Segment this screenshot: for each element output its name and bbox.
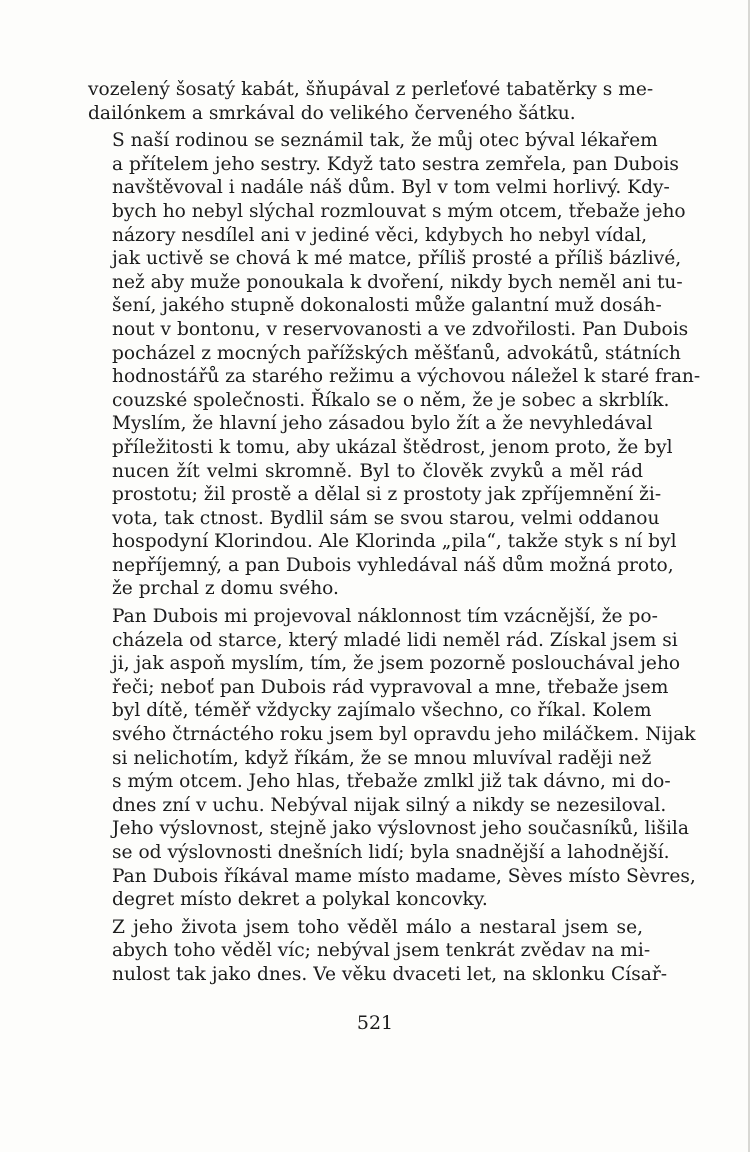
text-line: vota, tak ctnost. Bydlil sám se svou starou, velmi oddanou [112, 507, 660, 529]
text-line: nucen žít velmi skromně. Byl to člověk zvyků a měl rád [112, 460, 643, 482]
text-line: Pan Dubois říkával mame místo madame, Sèves místo Sèvres, [112, 865, 696, 887]
text-line: degret místo dekret a polykal koncovky. [112, 889, 488, 911]
text-line: hodnostářů za starého režimu a výchovou náležel k staré fran- [112, 366, 701, 388]
text-line: si nelichotím, když říkám, že se mnou mluvíval raději než [112, 747, 652, 769]
text-line: než aby muže ponoukala k dvoření, nikdy bych neměl ani tu- [112, 271, 683, 293]
text-line: hospodyní Klorindou. Ale Klorinda „pila“, takže styk s ní byl [112, 531, 677, 553]
text-line: abych toho věděl víc; nebýval jsem tenkrát zvědav na mi- [112, 940, 651, 962]
text-line: a přítelem jeho sestry. Když tato sestra zemřela, pan Dubois [112, 153, 679, 175]
text-line: nout v bontonu, v reservovanosti a ve zdvořilosti. Pan Dubois [112, 318, 689, 340]
page-number: 521 [356, 1012, 394, 1034]
paragraph [88, 78, 654, 125]
text-line: prostotu; žil prostě a dělal si z prostoty jak zpříjemnění ži- [112, 484, 662, 506]
paragraph [88, 129, 701, 601]
text-line: šení, jakého stupně dokonalosti může galantní muž dosáh- [112, 295, 662, 317]
text-line: pocházel z mocných pařížských měšťanů, advokátů, státních [112, 342, 681, 364]
text-line: Z jeho života jsem toho věděl málo a nestaral jsem se, [112, 916, 643, 938]
text-line: dnes zní v uchu. Nebýval nijak silný a nikdy se nezesiloval. [112, 794, 667, 816]
text-line: Jeho výslovnost, stejně jako výslovnost jeho současníků, lišila [112, 818, 689, 840]
text-line: S naší rodinou se seznámil tak, že můj otec býval lékařem [112, 130, 658, 152]
text-line: vozelený šosatý kabát, šňupával z perleťové tabatěrky s me- [88, 79, 654, 100]
text-line: příležitosti k tomu, aby ukázal štědrost, jenom proto, že byl [112, 436, 673, 458]
paragraph [88, 605, 696, 912]
text-line: ji, jak aspoň myslím, tím, že jsem pozorně poslouchával jeho [112, 653, 681, 675]
text-line: dailónkem a smrkával do velikého červeného šátku. [88, 102, 576, 124]
text-line: Pan Dubois mi projevoval náklonnost tím vzácnější, že po- [112, 606, 658, 628]
paragraph [88, 916, 668, 987]
text-line: řeči; neboť pan Dubois rád vypravoval a mne, třebaže jsem [112, 676, 669, 698]
body-text [88, 78, 701, 987]
text-line: názory nesdílel ani v jediné věci, kdybych ho nebyl vídal, [112, 224, 648, 246]
text-line: se od výslovnosti dnešních lidí; byla snadnější a lahodnější. [112, 842, 670, 863]
text-line: cházela od starce, který mladé lidi neměl rád. Získal jsem si [112, 629, 678, 651]
text-line: s mým otcem. Jeho hlas, třebaže zmlkl již tak dávno, mi do- [112, 771, 671, 793]
text-line: bych ho nebyl slýchal rozmlouvat s mým otcem, třebaže jeho [112, 200, 686, 222]
text-line: navštěvoval i nadále náš dům. Byl v tom velmi horlivý. Kdy- [112, 177, 670, 199]
text-line: Myslím, že hlavní jeho zásadou bylo žít a že nevyhledával [112, 413, 653, 435]
text-line: nulost tak jako dnes. Ve věku dvaceti let, na sklonku Císař- [112, 963, 668, 985]
text-line: jak uctivě se chová k mé matce, příliš prosté a příliš bázlivé, [112, 248, 682, 270]
text-line: že prchal z domu svého. [112, 578, 339, 600]
text-line: svého čtrnáctého roku jsem byl opravdu jeho miláčkem. Nijak [112, 724, 696, 746]
text-line: byl dítě, téměř vždycky zajímalo všechno, co říkal. Kolem [112, 700, 652, 722]
text-line: nepříjemný, a pan Dubois vyhledával náš dům možná proto, [112, 554, 674, 576]
text-line: couzské společnosti. Říkalo se o něm, že je sobec a skrblík. [112, 389, 670, 411]
